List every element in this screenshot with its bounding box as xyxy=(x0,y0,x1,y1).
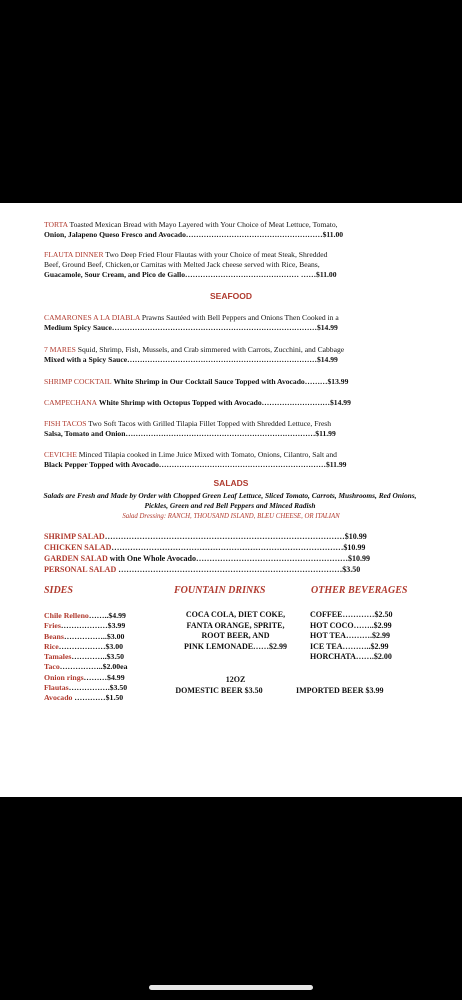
section-title-salads: SALADS xyxy=(213,478,249,488)
section-title-other-beverages: OTHER BEVERAGES xyxy=(311,585,408,596)
item-price: ………………………………………………………………………………$10.99 xyxy=(104,532,367,541)
list-item: Beans……………..$3.00 xyxy=(44,631,125,641)
item-description: Squid, Shrimp, Fish, Mussels, and Crab simmered with Carrots, Zucchini, and Cabbage xyxy=(75,345,345,354)
imported-beer: IMPORTED BEER $3.99 xyxy=(296,686,384,695)
item-price: ……………………………………………………………………………$10.99 xyxy=(111,543,366,552)
item-description: Salsa, Tomato and Onion…………………………………………………………………$11.99 xyxy=(44,429,336,439)
item-name: CHICKEN SALAD xyxy=(44,543,112,552)
item-description: Toasted Mexican Bread with Mayo Layered with Your Choice of Meat Lettuce, Tomato, xyxy=(67,220,338,229)
list-item: Chile Relleno……..$4.99 xyxy=(44,611,126,620)
sides-list xyxy=(44,611,128,704)
fountain-drinks-list xyxy=(168,610,303,652)
item-description: Mixed with a Spicy Sauce…………………………………………………………………$14.99 xyxy=(44,355,338,365)
item-description: Minced Tilapia cooked in Lime Juice Mixed with Tomato, Onions, Cilantro, Salt and xyxy=(76,450,337,459)
item-description: Medium Spicy Sauce………………………………………………………………………$14.99 xyxy=(44,323,338,333)
item-name: FISH TACOS xyxy=(44,419,87,428)
menu-item-fish-tacos xyxy=(44,419,405,439)
item-description: Beef, Ground Beef, Chicken,or Carnitas with Melted Jack cheese served with Rice, Beans, xyxy=(44,260,320,270)
fountain-line: FANTA ORANGE, SPRITE, xyxy=(186,620,285,630)
salads-note: Salads are Fresh and Made by Order with Chopped Green Leaf Lettuce, Sliced Tomato, Carrots, Mushrooms, Red Onions, Pickles, Green and red Bell Peppers and Minced Radish xyxy=(43,491,417,510)
list-item: COFFEE…………$2.50 xyxy=(310,610,393,619)
item-description: White Shrimp with Octopus Topped with Avocado………………………$14.99 xyxy=(97,398,351,407)
item-name: SHRIMP COCKTAIL xyxy=(44,377,112,386)
fountain-size: 12OZ xyxy=(225,675,246,684)
salad-dressing-note: Salad Dressing: RANCH, THOUSAND ISLAND, BLEU CHEESE, OR ITALIAN xyxy=(122,513,340,520)
list-item: Flautas…………….$3.50 xyxy=(44,683,128,693)
menu-item-camarones xyxy=(44,313,405,333)
section-title-fountain-drinks: FOUNTAIN DRINKS xyxy=(174,585,266,596)
item-price: with One Whole Avocado…………………………………………………$10.99 xyxy=(107,554,370,563)
menu-item-chicken-salad xyxy=(44,543,405,553)
item-description: Two Deep Fried Flour Flautas with your Choice of meat Steak, Shredded xyxy=(103,250,328,259)
item-name: PERSONAL SALAD xyxy=(44,565,117,574)
list-item: Taco……………..$2.00ea xyxy=(44,662,128,672)
list-item: Rice………………$3.00 xyxy=(44,641,124,651)
item-name: CEVICHE xyxy=(44,450,77,459)
item-description: White Shrimp in Our Cocktail Sauce Topped with Avocado………$13.99 xyxy=(111,377,349,386)
item-name: GARDEN SALAD xyxy=(44,554,108,563)
section-title-seafood: SEAFOOD xyxy=(209,291,253,301)
item-price: …………………………………………………………………………$3.50 xyxy=(116,565,361,574)
section-title-sides: SIDES xyxy=(44,585,73,596)
list-item: Fries………………$3.99 xyxy=(44,621,126,631)
item-description: Black Pepper Topped with Avocado…………………………………………………………$11.99 xyxy=(44,460,347,470)
item-name: SHRIMP SALAD xyxy=(44,532,105,541)
fountain-line: ROOT BEER, AND xyxy=(201,631,270,641)
list-item: HORCHATA…….$2.00 xyxy=(310,652,392,661)
list-item: Tamales…………..$3.50 xyxy=(44,652,125,662)
menu-item-personal-salad xyxy=(44,565,405,575)
item-name: CAMARONES A LA DIABLA xyxy=(44,313,140,322)
menu-item-flauta-dinner xyxy=(44,250,405,280)
menu-item-shrimp-cocktail xyxy=(44,377,405,387)
domestic-beer: DOMESTIC BEER $3.50 xyxy=(175,686,263,695)
other-beverages-list xyxy=(310,610,420,663)
home-indicator-bar[interactable] xyxy=(149,985,313,990)
list-item: HOT TEA……….$2.99 xyxy=(310,631,390,640)
list-item: Onion rings………$4.99 xyxy=(44,672,125,682)
menu-item-shrimp-salad xyxy=(44,532,405,542)
fountain-line: COCA COLA, DIET COKE, xyxy=(185,610,286,619)
menu-item-7-mares xyxy=(44,345,405,365)
item-description: Two Soft Tacos with Grilled Tilapia Fillet Topped with Shredded Lettuce, Fresh xyxy=(86,419,332,428)
menu-item-campechana xyxy=(44,398,405,408)
menu-item-garden-salad xyxy=(44,554,405,564)
fountain-line: PINK LEMONADE……$2.99 xyxy=(183,641,288,651)
list-item: ICE TEA………..$2.99 xyxy=(310,641,389,651)
list-item: HOT COCO……..$2.99 xyxy=(310,620,392,630)
item-name: 7 MARES xyxy=(44,345,76,354)
menu-item-ceviche xyxy=(44,450,405,470)
item-description: Onion, Jalapeno Queso Fresco and Avocado………………………………………………$11.00 xyxy=(44,230,344,240)
item-name: CAMPECHANA xyxy=(44,398,98,407)
item-name: TORTA xyxy=(44,220,68,229)
list-item: Avocado …………$1.50 xyxy=(44,693,124,703)
menu-item-torta xyxy=(44,220,405,240)
item-description: Prawns Sautéed with Bell Peppers and Onions Then Cooked in a xyxy=(140,313,339,322)
item-name: FLAUTA DINNER xyxy=(44,250,104,259)
item-description: Guacamole, Sour Cream, and Pico de Gallo……………………………………… ……$11.00 xyxy=(44,270,337,280)
